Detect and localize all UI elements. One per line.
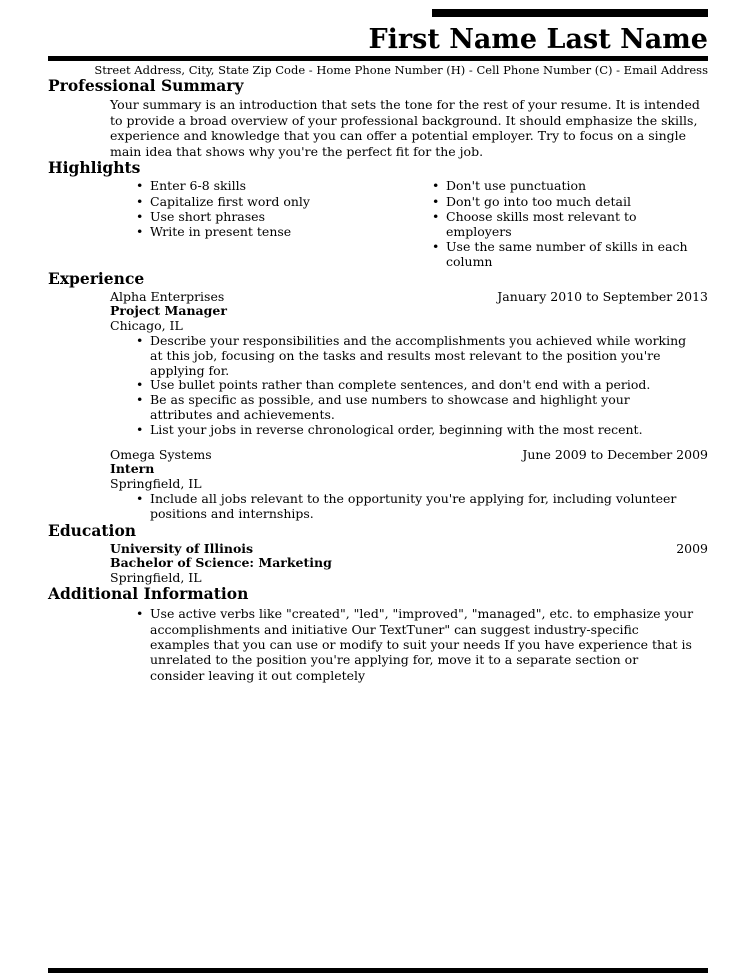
job-bullet-list (136, 492, 696, 522)
list-item: • Don't go into too much detail (432, 194, 690, 209)
education-entry (48, 542, 708, 586)
highlights-columns (48, 178, 708, 269)
footer-divider (48, 968, 708, 973)
list-item: • Choose skills most relevant to employers (432, 209, 690, 239)
additional-information-list (136, 606, 694, 683)
highlights-left-column (136, 178, 344, 269)
job-dates: January 2010 to September 2013 (497, 288, 708, 304)
list-item: • Don't use punctuation (432, 178, 690, 193)
job-location: Chicago, IL (110, 317, 183, 333)
education-school-row (110, 542, 708, 557)
job-title: Intern (110, 461, 155, 477)
section-heading-education: Education (48, 520, 137, 540)
contact-line: Street Address, City, State Zip Code - Home Phone Number (H) - Cell Phone Number (C) - Email Address (94, 63, 708, 77)
job-company: Omega Systems (110, 446, 212, 462)
education-degree: Bachelor of Science: Marketing (110, 555, 332, 571)
professional-summary-text: Your summary is an introduction that sets the tone for the rest of your resume. It is intended to provide a broad overview of your professional background. It should emphasize the skills, experience and knowledge that you can offer a potential employer. Try to focus on a single main idea that shows why you're the perfect fit for the job. (110, 97, 700, 159)
list-item: • Write in present tense (136, 224, 344, 239)
section-heading-highlights: Highlights (48, 158, 141, 178)
section-heading-additional-information: Additional Information (48, 584, 249, 604)
list-item: • Include all jobs relevant to the opportunity you're applying for, including volunteer positions and internships. (136, 492, 696, 522)
education-school: University of Illinois (110, 540, 254, 556)
highlights-right-column (432, 178, 690, 269)
list-item: • Use active verbs like "created", "led", "improved", "managed", etc. to emphasize your accomplishments and initiative Our TextTuner" can suggest industry-specific examples that you can use or modify to suit your needs If you have experience that is unrelated to the position you're applying for, move it to a separate section or consider leaving it out completely (136, 606, 694, 683)
experience-entry (48, 290, 708, 438)
education-location: Springfield, IL (110, 569, 202, 585)
resume-name: First Name Last Name (368, 24, 708, 55)
section-heading-professional-summary: Professional Summary (48, 76, 244, 95)
job-dates: June 2009 to December 2009 (522, 446, 708, 462)
job-location: Springfield, IL (110, 475, 202, 491)
header-accent-bar (432, 9, 708, 17)
list-item: • Use short phrases (136, 209, 344, 224)
job-company: Alpha Enterprises (110, 288, 225, 304)
education-year: 2009 (676, 540, 708, 556)
job-company-row (110, 290, 708, 305)
list-item: • Capitalize first word only (136, 194, 344, 209)
list-item: • Use the same number of skills in each column (432, 239, 690, 269)
job-title: Project Manager (110, 303, 227, 319)
section-heading-experience: Experience (48, 268, 145, 288)
list-item: • List your jobs in reverse chronological order, beginning with the most recent. (136, 423, 696, 438)
job-company-row (110, 448, 708, 463)
list-item: • Enter 6-8 skills (136, 178, 344, 193)
list-item: • Be as specific as possible, and use numbers to showcase and highlight your attributes and achievements. (136, 393, 696, 423)
experience-entry (48, 448, 708, 522)
list-item: • Use bullet points rather than complete sentences, and don't end with a period. (136, 378, 696, 393)
list-item: • Describe your responsibilities and the accomplishments you achieved while working at this job, focusing on the tasks and results most relevant to the position you're applying for. (136, 334, 696, 378)
job-bullet-list (136, 334, 696, 438)
header-divider (48, 56, 708, 61)
